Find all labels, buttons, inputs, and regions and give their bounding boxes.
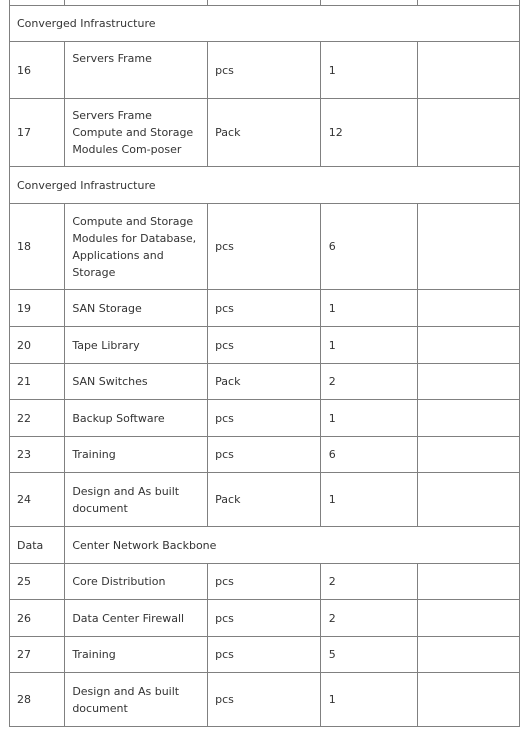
row-number: 19 bbox=[10, 290, 65, 327]
section-header-row bbox=[10, 167, 520, 204]
section-header-row bbox=[10, 6, 520, 42]
row-number: 21 bbox=[10, 364, 65, 400]
quantity-cell: 1 bbox=[320, 673, 418, 727]
table-row bbox=[10, 42, 520, 99]
unit-cell: pcs bbox=[208, 327, 321, 364]
row-number: 28 bbox=[10, 673, 65, 727]
empty-cell bbox=[418, 364, 520, 400]
unit-cell: pcs bbox=[208, 673, 321, 727]
row-number: 16 bbox=[10, 42, 65, 99]
unit-cell: pcs bbox=[208, 400, 321, 437]
table-row bbox=[10, 204, 520, 290]
item-description: SAN Switches bbox=[65, 364, 208, 400]
table-row bbox=[10, 564, 520, 600]
table-row bbox=[10, 437, 520, 473]
quantity-cell: 2 bbox=[320, 600, 418, 637]
table-row bbox=[10, 600, 520, 637]
empty-cell bbox=[418, 42, 520, 99]
item-description: Backup Software bbox=[65, 400, 208, 437]
table-row bbox=[10, 364, 520, 400]
row-number: 23 bbox=[10, 437, 65, 473]
table-row bbox=[10, 327, 520, 364]
table-row bbox=[10, 290, 520, 327]
empty-cell bbox=[418, 204, 520, 290]
empty-cell bbox=[418, 473, 520, 527]
row-number: 18 bbox=[10, 204, 65, 290]
quantity-cell: 2 bbox=[320, 364, 418, 400]
quantity-cell: 1 bbox=[320, 473, 418, 527]
row-number: 26 bbox=[10, 600, 65, 637]
quantity-cell: 1 bbox=[320, 400, 418, 437]
section-title-right: Center Network Backbone bbox=[65, 527, 520, 564]
empty-cell bbox=[418, 400, 520, 437]
item-description: Tape Library bbox=[65, 327, 208, 364]
section-title: Converged Infrastructure bbox=[10, 167, 520, 204]
unit-cell: pcs bbox=[208, 42, 321, 99]
item-description: Training bbox=[65, 437, 208, 473]
empty-cell bbox=[418, 327, 520, 364]
item-description: Training bbox=[65, 637, 208, 673]
row-number: 27 bbox=[10, 637, 65, 673]
boq-table bbox=[9, 0, 520, 727]
unit-cell: pcs bbox=[208, 564, 321, 600]
row-number: 20 bbox=[10, 327, 65, 364]
table-row bbox=[10, 400, 520, 437]
row-number: 25 bbox=[10, 564, 65, 600]
quantity-cell: 1 bbox=[320, 42, 418, 99]
quantity-cell: 2 bbox=[320, 564, 418, 600]
empty-cell bbox=[418, 600, 520, 637]
item-description: Core Distribution bbox=[65, 564, 208, 600]
item-description: Servers Frame Compute and Storage Modules Com-poser bbox=[65, 99, 208, 167]
row-number: 22 bbox=[10, 400, 65, 437]
unit-cell: pcs bbox=[208, 600, 321, 637]
row-number: 24 bbox=[10, 473, 65, 527]
quantity-cell: 1 bbox=[320, 327, 418, 364]
quantity-cell: 12 bbox=[320, 99, 418, 167]
item-description: Compute and Storage Modules for Database, Applications and Storage bbox=[65, 204, 208, 290]
quantity-cell: 6 bbox=[320, 204, 418, 290]
section-header-row bbox=[10, 527, 520, 564]
empty-cell bbox=[418, 99, 520, 167]
empty-cell bbox=[418, 564, 520, 600]
unit-cell: pcs bbox=[208, 637, 321, 673]
section-title: Converged Infrastructure bbox=[10, 6, 520, 42]
empty-cell bbox=[418, 673, 520, 727]
empty-cell bbox=[418, 437, 520, 473]
unit-cell: Pack bbox=[208, 364, 321, 400]
unit-cell: pcs bbox=[208, 437, 321, 473]
unit-cell: pcs bbox=[208, 290, 321, 327]
table-row bbox=[10, 99, 520, 167]
section-title-left: Data bbox=[10, 527, 65, 564]
table-row bbox=[10, 673, 520, 727]
quantity-cell: 1 bbox=[320, 290, 418, 327]
quantity-cell: 5 bbox=[320, 637, 418, 673]
quantity-cell: 6 bbox=[320, 437, 418, 473]
item-description: Servers Frame bbox=[65, 42, 208, 99]
row-number: 17 bbox=[10, 99, 65, 167]
unit-cell: Pack bbox=[208, 99, 321, 167]
item-description: Data Center Firewall bbox=[65, 600, 208, 637]
item-description: Design and As built document bbox=[65, 673, 208, 727]
empty-cell bbox=[418, 637, 520, 673]
unit-cell: Pack bbox=[208, 473, 321, 527]
item-description: SAN Storage bbox=[65, 290, 208, 327]
item-description: Design and As built document bbox=[65, 473, 208, 527]
unit-cell: pcs bbox=[208, 204, 321, 290]
table-row bbox=[10, 637, 520, 673]
empty-cell bbox=[418, 290, 520, 327]
table-row bbox=[10, 473, 520, 527]
